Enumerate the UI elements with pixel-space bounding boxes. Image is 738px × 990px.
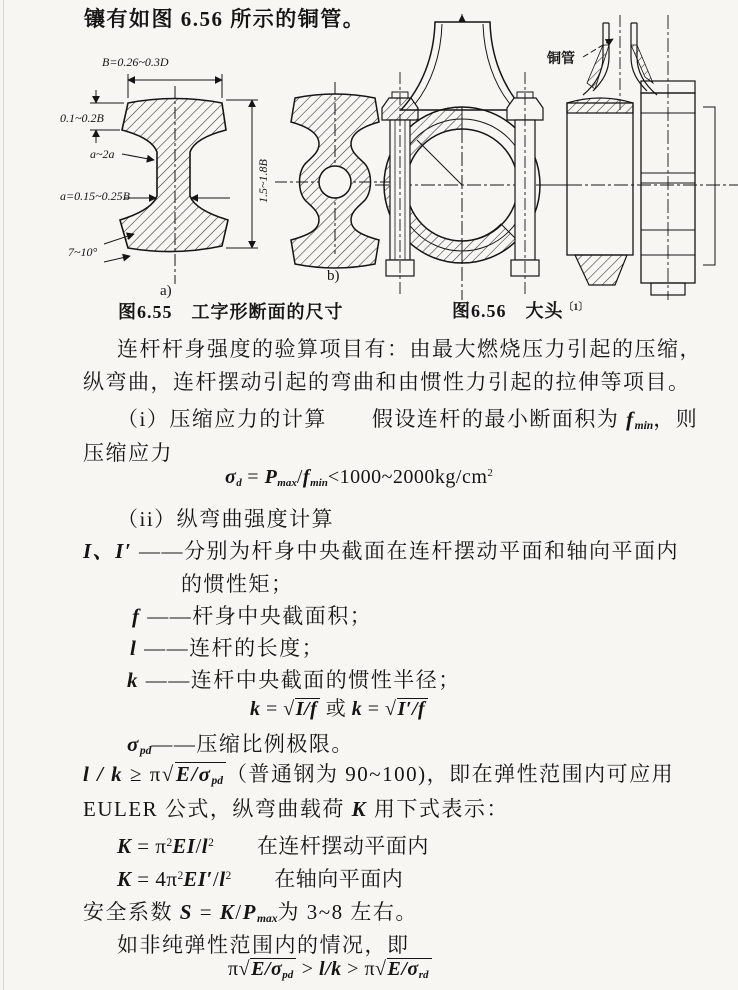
definition-I-line-2: 的惯性矩； xyxy=(181,572,294,596)
definition-f: f ——杆身中央截面积； xyxy=(132,604,373,628)
dim-taper-angle-label: 7~10° xyxy=(68,245,98,259)
radius-line xyxy=(417,140,462,185)
formula-radius-of-gyration: k = √I/f 或 k = √I′/f xyxy=(250,697,428,722)
sublabel-a: a) xyxy=(160,283,172,299)
figure-656-side-view xyxy=(545,15,738,300)
formula-euler-axial-plane: $K = 4\pi^2EI'/l^2$ 在轴向平面内 xyxy=(117,867,404,891)
ibeam-section-outline xyxy=(120,99,228,252)
intro-text: 镶有如图 6.56 所示的铜管。 xyxy=(84,7,366,31)
paragraph-1-line-1: 连杆杆身强度的验算项目有：由最大燃烧压力引起的压缩， xyxy=(117,337,702,361)
figure-656-front-view xyxy=(375,12,570,302)
side-body-right xyxy=(641,81,715,295)
paragraph-1-line-2: 纵弯曲，连杆摆动引起的弯曲和由惯性力引起的拉伸等项目。 xyxy=(83,370,691,394)
formula-compression-stress: $\sigma_d$ = $P_{max}/f_{min}<1000\sim 2000kg/cm^2$ xyxy=(225,466,493,489)
dim-fillet-label: a~2a xyxy=(90,147,115,161)
dim-flange-thickness-label: 0.1~0.2B xyxy=(60,111,104,125)
formula-non-elastic-range: $\pi√E/\sigma_{pd} > l/k > \pi√E/\sigma_{rd}$ xyxy=(228,957,432,982)
rod-stem xyxy=(401,22,524,110)
scan-edge-artifact xyxy=(3,0,4,990)
bolt-right xyxy=(507,72,543,296)
figure-655-section-a xyxy=(60,48,275,299)
sublabel-b: b) xyxy=(327,268,340,284)
item-ii-heading: （ii）纵弯曲强度计算 xyxy=(117,507,335,531)
dim-width-label: B=0.26~0.3D xyxy=(102,55,169,69)
item-i-line-2: 压缩应力 xyxy=(83,441,173,465)
safety-factor-line: 安全系数 $S = K/P_{max}$为 3~8 左右。 xyxy=(83,900,418,925)
definition-sigma-pd: $\sigma_{pd}——$压缩比例极限。 xyxy=(127,732,354,757)
dim-web-thickness-label: a=0.15~0.25B xyxy=(60,189,130,203)
shank-hatch-left xyxy=(587,45,609,89)
copper-tube-label: 铜管 xyxy=(547,52,575,67)
dim-height-label: 1.5~1.8B xyxy=(256,159,270,203)
section-hatch-bottom xyxy=(462,224,517,263)
oil-hole xyxy=(319,166,351,198)
elastic-condition-line-1: $l / k \ge \pi√E/\sigma_{pd}$ （普通钢为 90~100)，即在弹性范围内可应用 xyxy=(83,762,675,787)
elastic-condition-line-2: EULER 公式，纵弯曲载荷 K 用下式表示： xyxy=(83,797,509,821)
definition-k: k ——连杆中央截面的惯性半径； xyxy=(127,668,461,692)
definition-l: l ——连杆的长度； xyxy=(130,636,325,660)
definition-I-line-1: I、I′ ——分别为杆身中央截面在连杆摆动平面和轴向平面内 xyxy=(83,539,680,563)
side-body-left xyxy=(567,98,633,285)
formula-euler-swing-plane: $K = \pi^2EI/l^2$ 在连杆摆动平面内 xyxy=(117,834,429,858)
figure-655-caption: 图6.55 工字形断面的尺寸 xyxy=(118,302,344,322)
non-elastic-line: 如非纯弹性范围内的情况，即 xyxy=(117,933,410,957)
figure-656-caption: 图6.56 大头$^{〔1〕}$ xyxy=(452,301,589,321)
item-i-line-1: （i）压缩应力的计算 假设连杆的最小断面积为 $f_{min}$，则 xyxy=(117,407,699,432)
